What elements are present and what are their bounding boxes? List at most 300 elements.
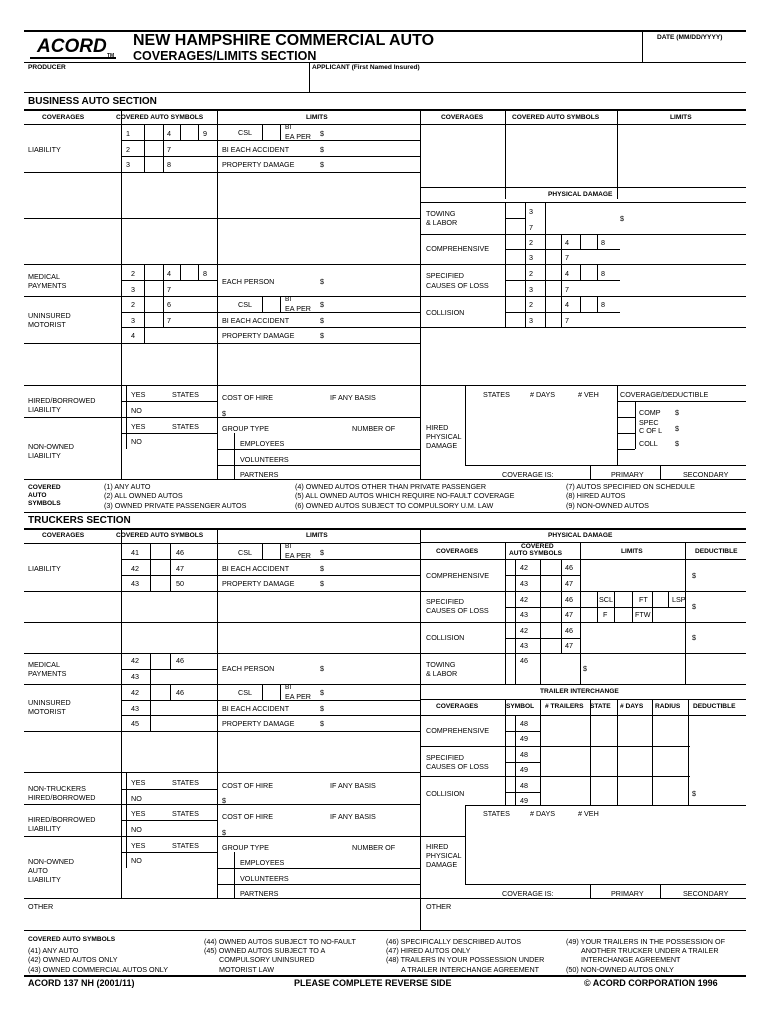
h xyxy=(217,868,420,869)
v xyxy=(561,296,562,327)
v xyxy=(597,234,598,249)
h xyxy=(121,280,217,281)
pd: PROPERTY DAMAGE xyxy=(222,160,295,169)
complete-reverse: PLEASE COMPLETE REVERSE SIDE xyxy=(294,978,452,988)
group-type: GROUP TYPE xyxy=(222,424,269,433)
coll: COLL xyxy=(639,439,658,448)
v xyxy=(126,804,127,836)
hdr-limits: LIMITS xyxy=(306,114,328,121)
sym: 46 xyxy=(565,563,573,572)
h xyxy=(121,433,217,434)
yes: YES xyxy=(131,809,146,818)
primary: PRIMARY xyxy=(611,470,644,479)
sym: 47 xyxy=(565,641,573,650)
hdr: LIMITS xyxy=(621,548,643,555)
non-truckers: HIRED/BORROWED xyxy=(28,793,96,802)
sym: 43 xyxy=(520,579,528,588)
h xyxy=(420,776,690,777)
pd: PROPERTY DAMAGE xyxy=(222,579,295,588)
sym: 42 xyxy=(131,656,139,665)
sym-desc: (46) SPECIFICALLY DESCRIBED AUTOS xyxy=(386,937,522,946)
states: STATES xyxy=(172,778,199,787)
days: # DAYS xyxy=(530,390,556,399)
sym: 4 xyxy=(167,129,171,138)
v xyxy=(580,296,581,312)
sym: 43 xyxy=(131,704,139,713)
bi: BI xyxy=(285,543,292,550)
cost-hire: COST OF HIRE xyxy=(222,781,273,790)
sym: 7 xyxy=(565,285,569,294)
h xyxy=(420,234,746,235)
h xyxy=(24,296,420,297)
sym-desc: (5) ALL OWNED AUTOS WHICH REQUIRE NO-FAULT COVERAGE xyxy=(295,491,515,500)
h xyxy=(24,804,420,805)
sym: 7 xyxy=(167,145,171,154)
v xyxy=(597,264,598,280)
sym-desc: (45) OWNED AUTOS SUBJECT TO A xyxy=(204,946,326,955)
h xyxy=(24,62,746,63)
sym-desc: (49) YOUR TRAILERS IN THE POSSESSION OF xyxy=(566,937,725,946)
h xyxy=(505,762,540,763)
sym: 43 xyxy=(131,579,139,588)
sym: 3 xyxy=(529,207,533,216)
v xyxy=(505,202,506,234)
sym: 47 xyxy=(176,564,184,573)
cost-hire: COST OF HIRE xyxy=(222,812,273,821)
sym-desc: MOTORIST LAW xyxy=(219,965,274,974)
hdr-coverages: COVERAGES xyxy=(42,114,85,121)
hdr: LIMITS xyxy=(306,532,328,539)
h xyxy=(24,653,420,654)
h xyxy=(121,401,217,402)
if-any: IF ANY BASIS xyxy=(330,781,376,790)
h xyxy=(24,343,420,344)
states: STATES xyxy=(172,809,199,818)
ftw: FTW xyxy=(635,610,651,619)
v xyxy=(505,264,506,296)
yes: YES xyxy=(131,778,146,787)
liability: LIABILITY xyxy=(28,564,61,573)
v xyxy=(198,124,199,140)
h xyxy=(420,746,690,747)
acord-logo: ACORD xyxy=(37,36,107,57)
v xyxy=(262,543,263,559)
v xyxy=(280,543,281,559)
hdr: # DAYS xyxy=(620,703,644,710)
sym: 2 xyxy=(529,300,533,309)
h xyxy=(217,465,420,466)
h xyxy=(24,591,420,592)
cost-hire: COST OF HIRE xyxy=(222,393,273,402)
h xyxy=(121,789,217,790)
hdr: COVERED xyxy=(521,543,554,550)
eaper: EA PER xyxy=(285,132,311,141)
v xyxy=(144,124,145,172)
sym: 8 xyxy=(203,269,207,278)
sym-desc: (44) OWNED AUTOS SUBJECT TO NO-FAULT xyxy=(204,937,356,946)
pd: PROPERTY DAMAGE xyxy=(222,719,295,728)
spec: CAUSES OF LOSS xyxy=(426,762,489,771)
lsp: LSP xyxy=(672,595,686,604)
med: MEDICAL xyxy=(28,272,60,281)
sym-desc: (1) ANY AUTO xyxy=(104,482,151,491)
logo-underline xyxy=(30,57,116,59)
employees: EMPLOYEES xyxy=(240,439,285,448)
sym: 42 xyxy=(131,688,139,697)
dollar: $ xyxy=(320,719,324,728)
non-owned: NON-OWNED xyxy=(28,442,74,451)
dollar: $ xyxy=(222,409,226,418)
v xyxy=(465,385,466,465)
days: # DAYS xyxy=(530,809,556,818)
sym: 47 xyxy=(565,610,573,619)
v xyxy=(617,699,618,805)
dollar: $ xyxy=(320,564,324,573)
sym: 47 xyxy=(565,579,573,588)
h xyxy=(505,792,540,793)
sym: 50 xyxy=(176,579,184,588)
hdr: COVERAGES xyxy=(436,548,479,555)
coverage-is: COVERAGE IS: xyxy=(502,470,554,479)
sym: 1 xyxy=(126,129,130,138)
h xyxy=(465,884,746,885)
non-owned: LIABILITY xyxy=(28,451,61,460)
dollar: $ xyxy=(692,571,696,580)
h xyxy=(420,264,746,265)
hdr-limits: LIMITS xyxy=(670,114,692,121)
collision: COLLISION xyxy=(426,633,465,642)
v xyxy=(597,296,598,312)
v xyxy=(660,465,661,479)
states: STATES xyxy=(172,422,199,431)
v xyxy=(668,591,669,607)
business-auto-title: BUSINESS AUTO SECTION xyxy=(28,96,157,107)
h xyxy=(24,731,420,732)
dollar: $ xyxy=(320,704,324,713)
if-any: IF ANY BASIS xyxy=(330,812,376,821)
hb: HIRED/BORROWED xyxy=(28,396,96,405)
comp: COMPREHENSIVE xyxy=(426,244,490,253)
h xyxy=(505,280,620,281)
trailer-interchange: TRAILER INTERCHANGE xyxy=(540,688,619,695)
h xyxy=(420,715,746,716)
v xyxy=(150,684,151,731)
h xyxy=(24,684,420,685)
no: NO xyxy=(131,825,142,834)
hdr: STATE xyxy=(590,703,611,710)
h xyxy=(617,417,635,418)
hired: HIRED xyxy=(426,842,449,851)
h xyxy=(121,575,420,576)
sym: 46 xyxy=(565,626,573,635)
dollar: $ xyxy=(320,548,324,557)
sym: 48 xyxy=(520,719,528,728)
partners: PARTNERS xyxy=(240,889,279,898)
v xyxy=(590,699,591,805)
pd: PROPERTY DAMAGE xyxy=(222,331,295,340)
v xyxy=(262,124,263,140)
h xyxy=(465,465,746,466)
v xyxy=(614,591,615,622)
h xyxy=(24,836,420,837)
phys-dmg: PHYSICAL DAMAGE xyxy=(548,191,613,198)
v xyxy=(545,202,546,234)
h xyxy=(24,124,746,125)
h xyxy=(121,312,420,313)
v xyxy=(126,772,127,804)
h xyxy=(217,449,420,450)
sym: 4 xyxy=(167,269,171,278)
h xyxy=(505,218,525,219)
each-person: EACH PERSON xyxy=(222,664,275,673)
v xyxy=(540,699,541,805)
h xyxy=(24,218,420,219)
dollar: $ xyxy=(583,664,587,673)
v xyxy=(170,543,171,591)
v xyxy=(505,542,506,684)
um: MOTORIST xyxy=(28,320,66,329)
v xyxy=(121,109,122,479)
v xyxy=(642,30,643,62)
med: PAYMENTS xyxy=(28,281,67,290)
trademark: TM xyxy=(107,53,115,59)
sym: 3 xyxy=(131,316,135,325)
bi-acc: BI EACH ACCIDENT xyxy=(222,316,290,325)
h xyxy=(420,202,746,203)
sym: 4 xyxy=(131,331,135,340)
spec: SPECIFIED xyxy=(426,597,464,606)
v xyxy=(580,542,581,684)
v xyxy=(150,543,151,591)
v xyxy=(590,465,591,479)
non-truckers: NON-TRUCKERS xyxy=(28,784,86,793)
eaper: EA PER xyxy=(285,304,311,313)
sym: 42 xyxy=(520,595,528,604)
v xyxy=(198,264,199,280)
cas: AUTO xyxy=(28,492,47,499)
towing: & LABOR xyxy=(426,669,458,678)
h xyxy=(420,296,746,297)
h xyxy=(24,528,746,530)
bi: BI xyxy=(285,684,292,691)
h xyxy=(505,731,540,732)
v xyxy=(632,591,633,622)
form-title: NEW HAMPSHIRE COMMERCIAL AUTO xyxy=(133,32,435,49)
v xyxy=(505,109,506,199)
hdr: DEDUCTIBLE xyxy=(693,703,736,710)
h xyxy=(121,669,217,670)
sym: 7 xyxy=(565,253,569,262)
hb: LIABILITY xyxy=(28,824,61,833)
v xyxy=(234,433,235,479)
h xyxy=(121,140,420,141)
sym: 42 xyxy=(520,563,528,572)
non-owned: NON-OWNED xyxy=(28,857,74,866)
dollar: $ xyxy=(320,160,324,169)
sym: 42 xyxy=(131,564,139,573)
yes: YES xyxy=(131,422,146,431)
h xyxy=(121,715,420,716)
hdr: COVERAGES xyxy=(436,703,479,710)
eaper: EA PER xyxy=(285,551,311,560)
v xyxy=(309,62,310,92)
v xyxy=(144,264,145,296)
v xyxy=(580,234,581,249)
spec: CAUSES OF LOSS xyxy=(426,606,489,615)
sym: 3 xyxy=(529,285,533,294)
h xyxy=(505,249,620,250)
each-person: EACH PERSON xyxy=(222,277,275,286)
non-owned: AUTO xyxy=(28,866,48,875)
volunteers: VOLUNTEERS xyxy=(240,455,289,464)
v xyxy=(685,542,686,684)
h xyxy=(24,30,746,32)
dollar: $ xyxy=(320,300,324,309)
hdr-symbols: COVERED AUTO SYMBOLS xyxy=(512,114,600,121)
sym: 7 xyxy=(565,316,569,325)
sym: 46 xyxy=(176,656,184,665)
no: NO xyxy=(131,794,142,803)
v xyxy=(505,296,506,327)
bi: BI xyxy=(285,296,292,303)
non-owned: LIABILITY xyxy=(28,875,61,884)
h xyxy=(617,433,635,434)
towing: TOWING xyxy=(426,660,456,669)
states: STATES xyxy=(172,841,199,850)
v xyxy=(234,852,235,898)
towing: & LABOR xyxy=(426,218,458,227)
v xyxy=(170,684,171,700)
sym-desc: (47) HIRED AUTOS ONLY xyxy=(386,946,471,955)
sym-desc: (9) NON-OWNED AUTOS xyxy=(566,501,649,510)
csl: CSL xyxy=(238,300,252,309)
spec: SPECIFIED xyxy=(426,753,464,762)
v xyxy=(126,836,127,868)
sym: 46 xyxy=(520,656,528,665)
v xyxy=(525,264,526,296)
h xyxy=(24,975,746,977)
v xyxy=(652,699,653,805)
h xyxy=(420,622,746,623)
comp: COMPREHENSIVE xyxy=(426,726,490,735)
dollar: $ xyxy=(320,277,324,286)
states: STATES xyxy=(483,809,510,818)
v xyxy=(180,264,181,280)
h xyxy=(505,607,685,608)
sym: 41 xyxy=(131,548,139,557)
collision: COLLISION xyxy=(426,308,465,317)
v xyxy=(617,109,618,199)
sym: 42 xyxy=(520,626,528,635)
sym: 43 xyxy=(520,610,528,619)
h xyxy=(420,836,465,837)
med: PAYMENTS xyxy=(28,669,67,678)
h xyxy=(465,805,746,806)
secondary: SECONDARY xyxy=(683,889,729,898)
producer-label: PRODUCER xyxy=(28,64,66,71)
csl: CSL xyxy=(238,128,252,137)
dollar: $ xyxy=(320,316,324,325)
v xyxy=(590,884,591,898)
dollar: $ xyxy=(620,214,624,223)
h xyxy=(420,187,746,188)
hdr: SYMBOL xyxy=(506,703,535,710)
if-any: IF ANY BASIS xyxy=(330,393,376,402)
hdr-coverages: COVERAGES xyxy=(441,114,484,121)
hb: HIRED/BORROWED xyxy=(28,815,96,824)
h xyxy=(420,327,746,328)
sym-desc: (43) OWNED COMMERCIAL AUTOS ONLY xyxy=(28,965,169,974)
sym: 49 xyxy=(520,734,528,743)
v xyxy=(420,109,421,479)
sym: 8 xyxy=(167,160,171,169)
um: MOTORIST xyxy=(28,707,66,716)
sym-desc: (50) NON-OWNED AUTOS ONLY xyxy=(566,965,674,974)
sym-desc: COMPULSORY UNINSURED xyxy=(219,955,315,964)
bi-acc: BI EACH ACCIDENT xyxy=(222,704,290,713)
sym: 49 xyxy=(520,796,528,805)
sym: 46 xyxy=(565,595,573,604)
truckers-title: TRUCKERS SECTION xyxy=(28,515,131,526)
sym: 48 xyxy=(520,781,528,790)
no: NO xyxy=(131,856,142,865)
v xyxy=(545,296,546,327)
liability-label: LIABILITY xyxy=(28,145,61,154)
h xyxy=(617,401,746,402)
v xyxy=(180,124,181,140)
v xyxy=(163,264,164,296)
cas: SYMBOLS xyxy=(28,500,61,507)
coverage-is: COVERAGE IS: xyxy=(502,889,554,898)
v xyxy=(280,124,281,140)
v xyxy=(280,684,281,700)
v xyxy=(163,124,164,172)
v xyxy=(217,528,218,898)
v xyxy=(505,234,506,264)
csl: CSL xyxy=(238,548,252,557)
bi-acc: BI EACH ACCIDENT xyxy=(222,564,290,573)
hdr: COVERAGES xyxy=(42,532,85,539)
partners: PARTNERS xyxy=(240,470,279,479)
sym: 49 xyxy=(520,765,528,774)
sym: 46 xyxy=(176,548,184,557)
comp: COMPREHENSIVE xyxy=(426,571,490,580)
sym-desc: A TRAILER INTERCHANGE AGREEMENT xyxy=(401,965,540,974)
v xyxy=(545,264,546,296)
ft: FT xyxy=(639,595,648,604)
h xyxy=(24,512,746,513)
sym: 7 xyxy=(529,223,533,232)
scl: SCL xyxy=(599,595,613,604)
v xyxy=(597,591,598,622)
f: F xyxy=(603,610,608,619)
sym: 45 xyxy=(131,719,139,728)
hdr: DEDUCTIBLE xyxy=(695,548,738,555)
bi: BI xyxy=(285,124,292,131)
v xyxy=(465,805,466,884)
cas: COVERED xyxy=(28,484,61,491)
h xyxy=(505,575,580,576)
collision: COLLISION xyxy=(426,789,465,798)
v xyxy=(280,296,281,312)
dollar: $ xyxy=(692,633,696,642)
sym-desc: ANOTHER TRUCKER UNDER A TRAILER xyxy=(581,946,719,955)
h xyxy=(121,327,420,328)
v xyxy=(525,296,526,327)
sym: 3 xyxy=(131,285,135,294)
sym-desc: (4) OWNED AUTOS OTHER THAN PRIVATE PASSENGER xyxy=(295,482,487,491)
sym-desc: (41) ANY AUTO xyxy=(28,946,79,955)
